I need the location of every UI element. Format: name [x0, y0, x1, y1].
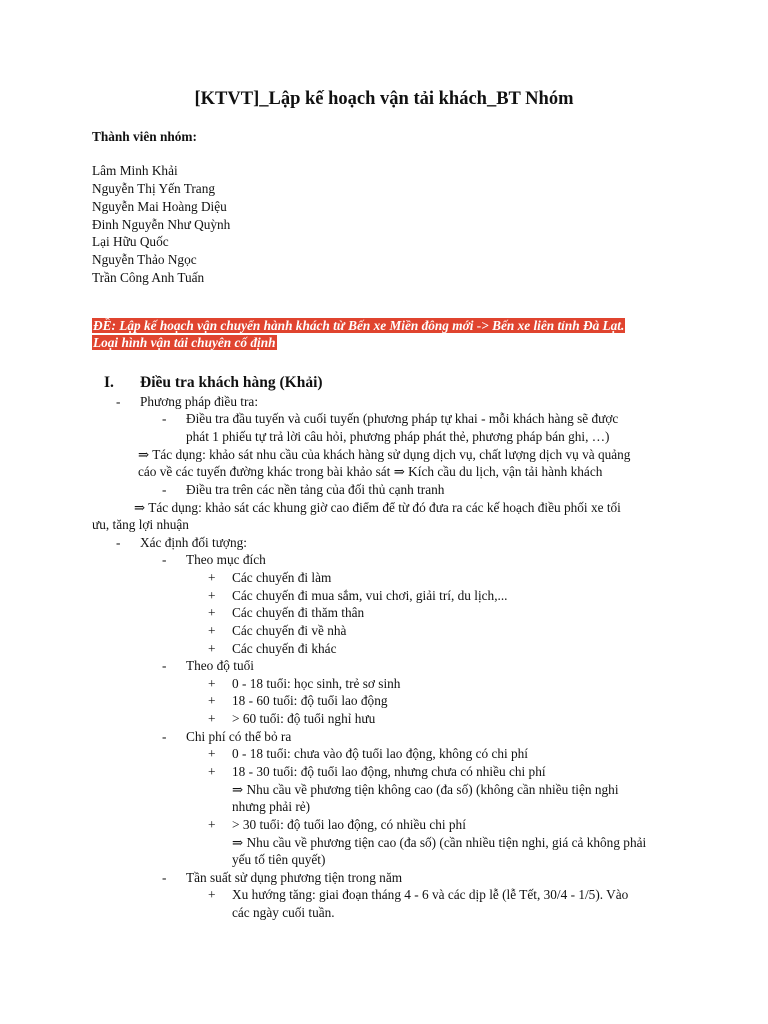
list-item-text: Chi phí có thể bỏ ra — [186, 729, 292, 744]
dash-bullet: - — [162, 658, 167, 673]
member-name: Trần Công Anh Tuấn — [92, 270, 205, 285]
list-item-text: Phương pháp điều tra: — [140, 394, 259, 409]
plus-bullet: + — [208, 641, 216, 656]
list-item-text: > 30 tuổi: độ tuổi lao động, có nhiều chi phí — [232, 817, 466, 832]
plus-bullet: + — [208, 887, 216, 902]
plus-bullet: + — [208, 605, 216, 620]
dash-bullet: - — [116, 394, 121, 409]
plus-bullet: + — [208, 817, 216, 832]
dash-bullet: - — [162, 552, 167, 567]
dash-bullet: - — [162, 411, 167, 426]
list-item-text: > 60 tuổi: độ tuổi nghỉ hưu — [232, 711, 376, 726]
effect-note: nhưng phải rẻ) — [232, 799, 311, 814]
dash-bullet: - — [162, 870, 167, 885]
list-item-text: Điều tra trên các nền tảng của đối thủ cạnh tranh — [186, 482, 445, 497]
plus-bullet: + — [208, 693, 216, 708]
plus-bullet: + — [208, 676, 216, 691]
member-name: Nguyễn Thảo Ngọc — [92, 252, 197, 267]
document-title: [KTVT]_Lập kế hoạch vận tải khách_BT Nhóm — [194, 89, 574, 109]
plus-bullet: + — [208, 570, 216, 585]
plus-bullet: + — [208, 746, 216, 761]
effect-note: ⇒ Nhu cầu về phương tiện không cao (đa số) (không cần nhiều tiện nghi — [232, 782, 619, 797]
effect-note: cáo về các tuyến đường khác trong bài khảo sát ⇒ Kích cầu du lịch, vận tải hành khách — [138, 464, 603, 479]
dash-bullet: - — [162, 729, 167, 744]
list-item-text: 0 - 18 tuổi: học sinh, trẻ sơ sinh — [232, 676, 401, 691]
topic-line: ĐỀ: Lập kế hoạch vận chuyển hành khách từ Bến xe Miền đông mới -> Bến xe liên tỉnh Đà Lạt. — [93, 318, 625, 333]
plus-bullet: + — [208, 623, 216, 638]
list-item-text: 18 - 30 tuổi: độ tuổi lao động, nhưng chưa có nhiều chi phí — [232, 764, 546, 779]
member-name: Lâm Minh Khải — [92, 163, 178, 178]
list-item-text: Điều tra đầu tuyến và cuối tuyến (phương pháp tự khai - mỗi khách hàng sẽ được — [186, 411, 619, 426]
list-item-text: Tần suất sử dụng phương tiện trong năm — [186, 870, 403, 885]
effect-note: ⇒ Nhu cầu về phương tiện cao (đa số) (cần nhiều tiện nghi, giá cả không phải — [232, 835, 647, 850]
list-item-text: phát 1 phiếu tự trả lời câu hỏi, phương pháp phát thẻ, phương pháp bán ghi, …) — [186, 429, 610, 444]
list-item-text: Các chuyến đi làm — [232, 570, 332, 585]
plus-bullet: + — [208, 588, 216, 603]
section-heading: Điều tra khách hàng (Khải) — [140, 374, 323, 391]
list-item-text: 18 - 60 tuổi: độ tuổi lao động — [232, 693, 388, 708]
topic-line: Loại hình vận tải chuyên cố định — [93, 335, 276, 350]
effect-note: ưu, tăng lợi nhuận — [92, 517, 189, 532]
list-item-text: Xác định đối tượng: — [140, 535, 247, 550]
list-item-text: các ngày cuối tuần. — [232, 905, 335, 920]
list-item-text: 0 - 18 tuổi: chưa vào độ tuổi lao động, không có chi phí — [232, 746, 528, 761]
plus-bullet: + — [208, 711, 216, 726]
list-item-text: Theo độ tuổi — [186, 658, 254, 673]
effect-note: ⇒ Tác dụng: khảo sát các khung giờ cao điểm để từ đó đưa ra các kế hoạch điều phối xe tối — [134, 500, 621, 515]
list-item-text: Các chuyến đi mua sắm, vui chơi, giải trí, du lịch,... — [232, 588, 508, 603]
plus-bullet: + — [208, 764, 216, 779]
dash-bullet: - — [162, 482, 167, 497]
effect-note: yếu tố tiên quyết) — [232, 852, 326, 867]
member-name: Đinh Nguyễn Như Quỳnh — [92, 217, 231, 232]
member-name: Lại Hữu Quốc — [92, 234, 169, 249]
list-item-text: Các chuyến đi về nhà — [232, 623, 347, 638]
list-item-text: Xu hướng tăng: giai đoạn tháng 4 - 6 và các dịp lễ (lễ Tết, 30/4 - 1/5). Vào — [232, 887, 629, 902]
list-item-text: Theo mục đích — [186, 552, 266, 567]
effect-note: ⇒ Tác dụng: khảo sát nhu cầu của khách hàng sử dụng dịch vụ, chất lượng dịch vụ và quảng — [138, 447, 631, 462]
dash-bullet: - — [116, 535, 121, 550]
list-item-text: Các chuyến đi thăm thân — [232, 605, 365, 620]
section-number: I. — [104, 374, 114, 391]
members-label: Thành viên nhóm: — [92, 129, 197, 144]
member-name: Nguyễn Mai Hoàng Diệu — [92, 199, 227, 214]
member-name: Nguyễn Thị Yến Trang — [92, 181, 215, 196]
list-item-text: Các chuyến đi khác — [232, 641, 337, 656]
